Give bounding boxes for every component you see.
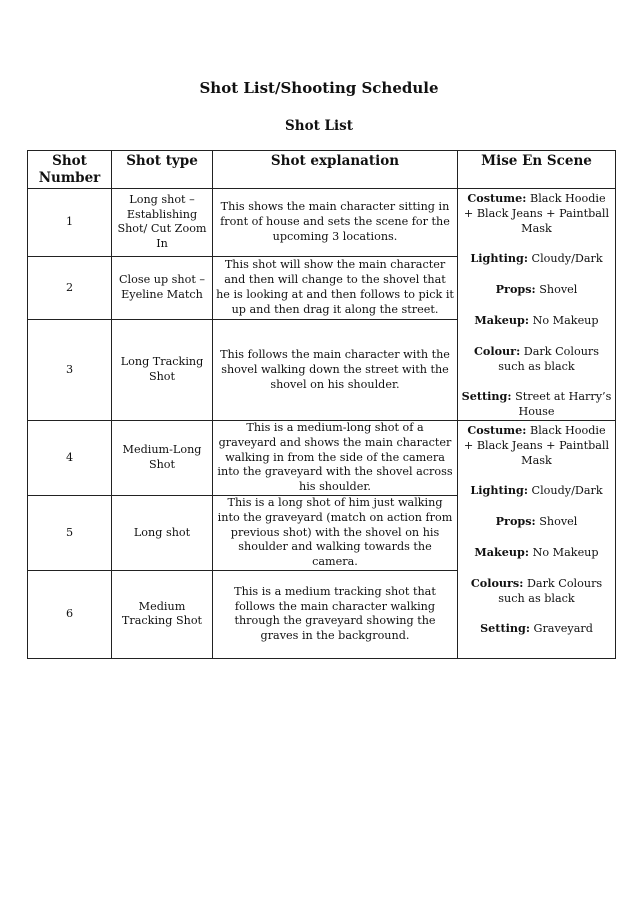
shot-type-cell: Close up shot – Eyeline Match bbox=[112, 256, 213, 320]
mise-props: Props: Shovel bbox=[495, 282, 578, 297]
shot-number-cell: 1 bbox=[28, 189, 112, 257]
header-shot-number: Shot Number bbox=[28, 151, 112, 189]
mise-props: Props: Shovel bbox=[495, 514, 578, 529]
shot-explanation-cell: This shows the main character sitting in front of house and sets the scene for the upcoming 3 locations. bbox=[213, 189, 458, 257]
shot-list-table bbox=[27, 150, 616, 659]
mise-en-scene-cell bbox=[458, 189, 616, 421]
shot-type-cell: Medium-Long Shot bbox=[112, 420, 213, 495]
mise-setting: Setting: Street at Harry’s House bbox=[461, 389, 612, 419]
mise-makeup: Makeup: No Makeup bbox=[474, 544, 599, 559]
mise-setting: Setting: Graveyard bbox=[480, 621, 593, 636]
mise-makeup: Makeup: No Makeup bbox=[474, 312, 599, 327]
shot-explanation-cell: This follows the main character with the shovel walking down the street with the shovel on his shoulder. bbox=[213, 320, 458, 421]
table-header-row bbox=[28, 151, 616, 189]
mise-lighting: Lighting: Cloudy/Dark bbox=[470, 483, 603, 498]
shot-type-cell: Medium Tracking Shot bbox=[112, 570, 213, 658]
document-title: Shot List/Shooting Schedule bbox=[199, 79, 439, 97]
header-mise-en-scene: Mise En Scene bbox=[458, 151, 616, 189]
shot-explanation-cell: This is a medium tracking shot that follows the main character walking through the graveyard showing the graves in the background. bbox=[213, 570, 458, 658]
mise-en-scene-cell bbox=[458, 420, 616, 658]
shot-number-cell: 6 bbox=[28, 570, 112, 658]
header-shot-explanation: Shot explanation bbox=[213, 151, 458, 189]
document-subtitle: Shot List bbox=[285, 118, 353, 134]
mise-lighting: Lighting: Cloudy/Dark bbox=[470, 251, 603, 266]
shot-number-cell: 3 bbox=[28, 320, 112, 421]
mise-colour: Colour: Dark Colours such as black bbox=[473, 343, 600, 373]
header-shot-type: Shot type bbox=[112, 151, 213, 189]
mise-costume: Costume: Black Hoodie + Black Jeans + Paintball Mask bbox=[463, 191, 610, 235]
shot-number-cell: 2 bbox=[28, 256, 112, 320]
shot-explanation-cell: This is a long shot of him just walking into the graveyard (match on action from previous shot) with the shovel on his shoulder and walking towards the camera. bbox=[213, 495, 458, 570]
table-row bbox=[28, 420, 616, 495]
shot-number-cell: 4 bbox=[28, 420, 112, 495]
table-row bbox=[28, 189, 616, 257]
shot-type-cell: Long shot – Establishing Shot/ Cut Zoom In bbox=[112, 189, 213, 257]
mise-costume: Costume: Black Hoodie + Black Jeans + Paintball Mask bbox=[463, 422, 610, 467]
shot-type-cell: Long Tracking Shot bbox=[112, 320, 213, 421]
shot-type-cell: Long shot bbox=[112, 495, 213, 570]
shot-number-cell: 5 bbox=[28, 495, 112, 570]
shot-explanation-cell: This shot will show the main character and then will change to the shovel that he is looking at and then follows to pick it up and then drag it along the street. bbox=[213, 256, 458, 320]
shot-explanation-cell: This is a medium-long shot of a graveyard and shows the main character walking in from the side of the camera into the graveyard with the shovel across his shoulder. bbox=[213, 420, 458, 495]
mise-colours: Colours: Dark Colours such as black bbox=[470, 575, 603, 605]
